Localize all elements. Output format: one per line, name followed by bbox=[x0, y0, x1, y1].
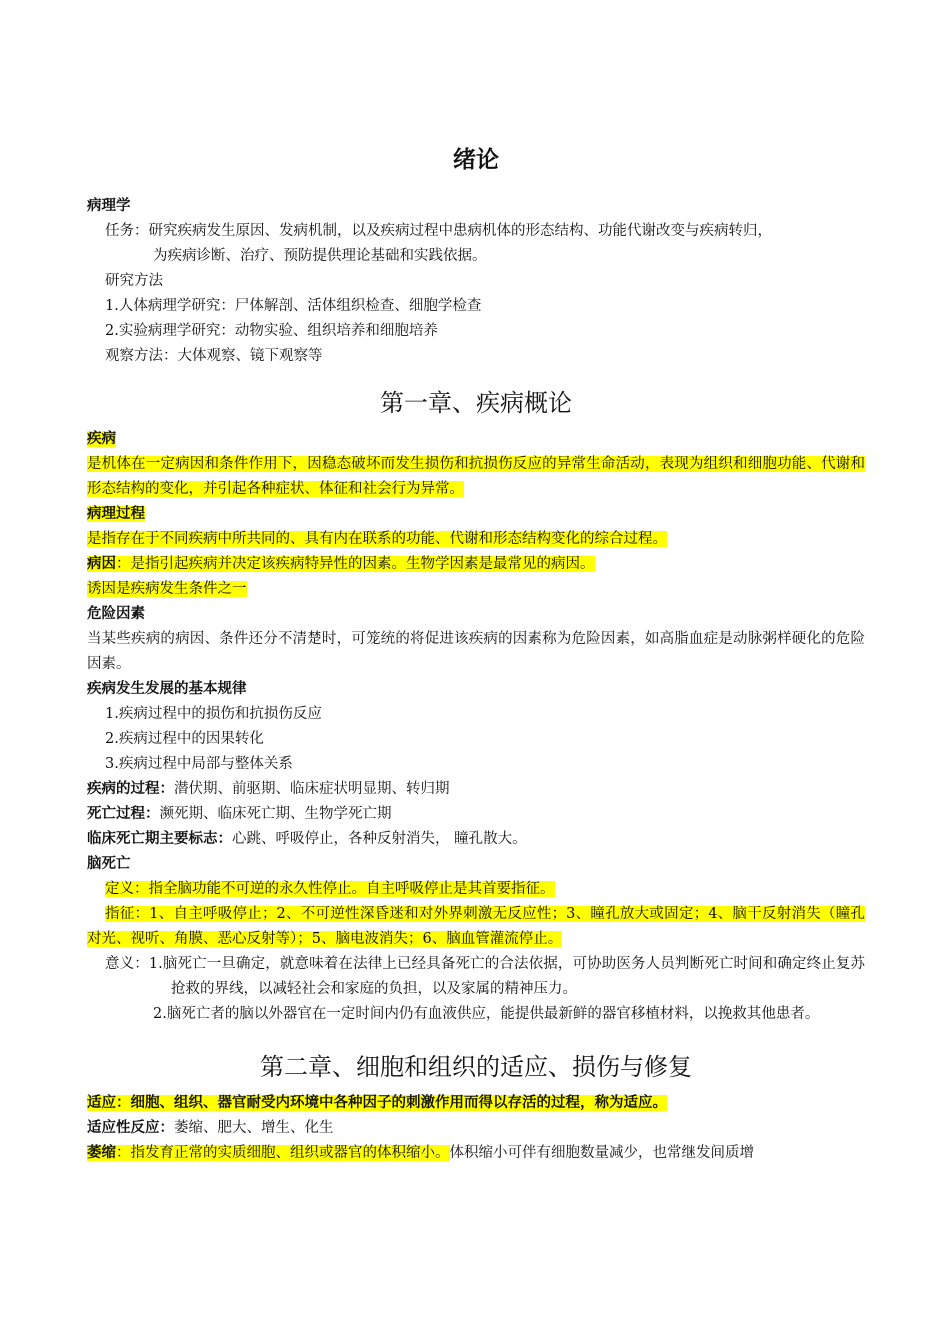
task-text-1: 研究疾病发生原因、发病机制，以及疾病过程中患病机体的形态结构、功能代谢改变与疾病转归， bbox=[148, 223, 772, 239]
task-line-1 bbox=[87, 219, 865, 244]
task-line-2: 为疾病诊断、治疗、预防提供理论基础和实践依据。 bbox=[153, 248, 487, 264]
term-basic-rules: 疾病发生发展的基本规律 bbox=[87, 681, 247, 697]
methods-label: 研究方法 bbox=[105, 273, 163, 289]
term-pathological-process bbox=[87, 502, 865, 527]
process-definition-text: 是指存在于不同疾病中所共同的、具有内在联系的功能、代谢和形态结构变化的综合过程。 bbox=[87, 531, 667, 547]
reaction-label: 适应性反应： bbox=[87, 1120, 174, 1136]
clinical-death-signs bbox=[87, 827, 865, 852]
process-definition bbox=[87, 527, 865, 552]
method-item-2: 2.实验病理学研究：动物实验、组织培养和细胞培养 bbox=[105, 323, 438, 339]
inducement-line bbox=[87, 577, 865, 602]
atrophy-more-text: 体积缩小可伴有细胞数量减少，也常继发间质增 bbox=[449, 1145, 754, 1161]
process-label: 病理过程 bbox=[87, 506, 145, 522]
reaction-text: 萎缩、肥大、增生、化生 bbox=[174, 1120, 334, 1136]
meaning-text-1: 1.脑死亡一旦确定，就意味着在法律上已经具备死亡的合法依据，可协助医务人员判断死亡时间和确定终止复苏抢救的界线，以减轻社会和家庭的负担，以及家属的精神压力。 bbox=[148, 956, 866, 997]
disease-course bbox=[87, 777, 865, 802]
clinical-label: 临床死亡期主要标志： bbox=[87, 831, 232, 847]
atrophy-definition-text: ：指发育正常的实质细胞、组织或器官的体积缩小。 bbox=[116, 1145, 450, 1161]
risk-definition: 当某些疾病的病因、条件还分不清楚时，可笼统的将促进该疾病的因素称为危险因素，如高脂血症是动脉粥样硬化的危险因素。 bbox=[87, 631, 865, 672]
chapter1-title: 第一章、疾病概论 bbox=[380, 389, 572, 417]
course-label: 疾病的过程： bbox=[87, 781, 174, 797]
death-process bbox=[87, 802, 865, 827]
rule-item-1: 1.疾病过程中的损伤和抗损伤反应 bbox=[105, 706, 322, 722]
adaptation-definition-text: 适应：细胞、组织、器官耐受内环境中各种因子的刺激作用而得以存活的过程，称为适应。 bbox=[87, 1095, 667, 1111]
term-pathology: 病理学 bbox=[87, 198, 131, 214]
death-text: 濒死期、临床死亡期、生物学死亡期 bbox=[159, 806, 392, 822]
term-disease-label: 疾病 bbox=[87, 431, 116, 447]
term-disease bbox=[87, 427, 865, 452]
course-text: 潜伏期、前驱期、临床症状明显期、转归期 bbox=[174, 781, 450, 797]
clinical-text: 心跳、呼吸停止，各种反射消失， 瞳孔散大。 bbox=[232, 831, 527, 847]
page-content bbox=[87, 140, 865, 1166]
observe-methods: 观察方法：大体观察、镜下观察等 bbox=[105, 348, 323, 364]
meaning-label: 意义： bbox=[105, 956, 149, 972]
brain-death-signs bbox=[87, 902, 865, 952]
rule-item-2: 2.疾病过程中的因果转化 bbox=[105, 731, 264, 747]
inducement-text: 诱因是疾病发生条件之一 bbox=[87, 581, 247, 597]
cause-definition-text: ：是指引起疾病并决定该疾病特异性的因素。生物学因素是最常见的病因。 bbox=[116, 556, 595, 572]
meaning-item-2: 2.脑死亡者的脑以外器官在一定时间内仍有血液供应，能提供最新鲜的器官移植材料，以挽救其他患者。 bbox=[153, 1006, 820, 1022]
adaptation-definition bbox=[87, 1091, 865, 1116]
meaning-item-1 bbox=[87, 952, 865, 1002]
brain-death-signs-text: 指征：1、自主呼吸停止；2、不可逆性深昏迷和对外界刺激无反应性；3、瞳孔放大或固定；4、脑干反射消失（瞳孔对光、视听、角膜、恶心反射等）；5、脑电波消失；6、脑血管灌流停止。 bbox=[87, 906, 865, 947]
atrophy-definition bbox=[87, 1141, 865, 1166]
term-risk-factor: 危险因素 bbox=[87, 606, 145, 622]
adaptive-reaction bbox=[87, 1116, 865, 1141]
disease-definition-text: 是机体在一定病因和条件作用下，因稳态破坏而发生损伤和抗损伤反应的异常生命活动，表现为组织和细胞功能、代谢和形态结构的变化，并引起各种症状、体征和社会行为异常。 bbox=[87, 456, 865, 497]
rule-item-3: 3.疾病过程中局部与整体关系 bbox=[105, 756, 293, 772]
cause-definition bbox=[87, 552, 865, 577]
atrophy-label: 萎缩 bbox=[87, 1145, 116, 1161]
intro-title: 绪论 bbox=[453, 147, 499, 173]
brain-death-definition bbox=[87, 877, 865, 902]
method-item-1: 1.人体病理学研究：尸体解剖、活体组织检查、细胞学检查 bbox=[105, 298, 482, 314]
cause-label: 病因 bbox=[87, 556, 116, 572]
task-label: 任务： bbox=[105, 223, 149, 239]
term-brain-death: 脑死亡 bbox=[87, 856, 131, 872]
death-label: 死亡过程： bbox=[87, 806, 160, 822]
chapter2-title: 第二章、细胞和组织的适应、损伤与修复 bbox=[260, 1053, 692, 1081]
disease-definition bbox=[87, 452, 865, 502]
brain-death-definition-text: 定义：指全脑功能不可逆的永久性停止。自主呼吸停止是其首要指征。 bbox=[105, 881, 555, 897]
